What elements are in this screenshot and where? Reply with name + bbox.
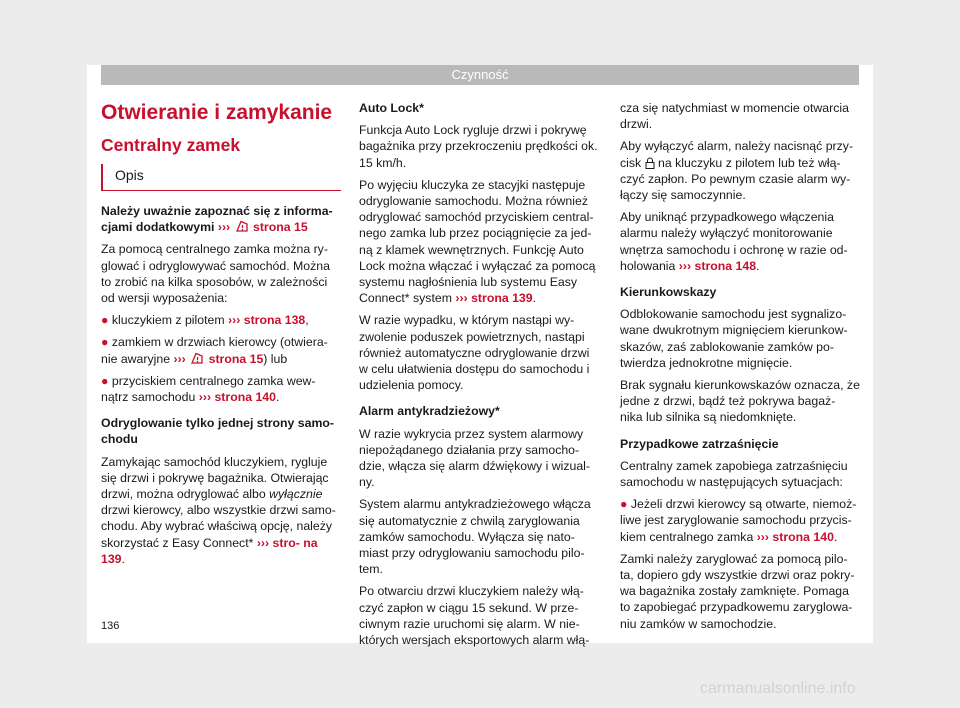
list-item: ● kluczykiem z pilotem ››› strona 138, bbox=[101, 313, 309, 328]
subheading: Auto Lock* bbox=[359, 101, 424, 115]
paragraph: Brak sygnału kierunkowskazów oznacza, że jedne z drzwi, bądź też pokrywa bagaż- nika lub silnika są niedomknięte. bbox=[620, 378, 860, 425]
page-reference-link[interactable]: stro- na 139 bbox=[101, 535, 318, 566]
bullet-icon: ● bbox=[101, 373, 109, 388]
paragraph: Za pomocą centralnego zamka można ry- glować i odryglowywać samochód. Można to zrobić na kilka sposobów, w zależności od wersji wyposażenia: bbox=[101, 242, 330, 306]
paragraph: Po otwarciu drzwi kluczykiem należy włą- czyć zapłon w ciągu 15 sekund. W prze- ciwnym razie uruchomi się alarm. W nie- których wersjach eksportowych alarm włą- bbox=[359, 584, 590, 648]
ref-arrows: ››› bbox=[256, 535, 270, 550]
paragraph: Odblokowanie samochodu jest sygnalizo- wane dwukrotnym mignięciem kierunkow- skazów, zaś zablokowanie zamków po- twierdza jednokrotne mignięcie. bbox=[620, 307, 848, 370]
bullet-icon: ● bbox=[620, 497, 628, 512]
paragraph: Aby uniknąć przypadkowego włączenia alarmu należy wyłączyć monitorowanie wnętrza samochodu i ochronę w razie od- holowania ››› strona 148. bbox=[620, 210, 848, 273]
chapter-title: Otwieranie i zamykanie bbox=[101, 101, 333, 124]
ref-arrows: ››› bbox=[217, 220, 231, 235]
bullet-icon: ● bbox=[101, 335, 109, 350]
page-reference-link[interactable]: strona 148 bbox=[694, 258, 757, 273]
lock-icon bbox=[645, 157, 655, 169]
page-number: 136 bbox=[101, 620, 120, 632]
subheading: Odryglowanie tylko jednej strony samo- chodu bbox=[101, 416, 335, 447]
page-reference-link[interactable]: strona 138 bbox=[243, 313, 306, 328]
ref-arrows: ››› bbox=[455, 291, 468, 306]
list-item: ● zamkiem w drzwiach kierowcy (otwiera- nie awaryjne ››› strona 15) lub bbox=[101, 335, 328, 366]
page-reference-link[interactable]: strona 15 bbox=[253, 220, 308, 235]
paragraph: W razie wypadku, w którym nastąpi wy- zwolenie poduszek powietrznych, nastąpi również automatyczne odryglowanie drzwi w celu ułatwienia dostępu do samochodu i udzielenia pomocy. bbox=[359, 313, 590, 393]
section-header: Czynność bbox=[101, 65, 859, 85]
list-item: ● Jeżeli drzwi kierowcy są otwarte, niemoż- liwe jest zaryglowanie samochodu przycis- kiem centralnego zamka ››› strona 140. bbox=[620, 497, 857, 544]
page-reference-link[interactable]: strona 140 bbox=[214, 390, 276, 405]
paragraph: Zamki należy zaryglować za pomocą pilo- ta, dopiero gdy wszystkie drzwi oraz pokry- wa bagażnika zostały zamknięte. Pomaga to zapobiegać przypadkowemu zaryglowa- niu zamków w samochodzie. bbox=[620, 551, 855, 631]
watermark: carmanualsonline.info bbox=[700, 680, 856, 697]
subheading: Kierunkowskazy bbox=[620, 285, 717, 300]
subheading: Alarm antykradzieżowy* bbox=[359, 404, 500, 419]
paragraph: Zamykając samochód kluczykiem, rygluje się drzwi i pokrywę bagażnika. Otwierając drzwi, można odryglować albo wyłącznie drzwi kierowcy, albo wszystkie drzwi samo- chodu. Aby wybrać właściwą opcję, należy skorzystać z Easy Connect* ››› stro- na 139. bbox=[101, 454, 336, 566]
ref-arrows: ››› bbox=[756, 529, 769, 544]
subsection-title: Opis bbox=[101, 164, 341, 191]
page-reference-link[interactable]: strona 139 bbox=[471, 291, 533, 306]
paragraph: Aby wyłączyć alarm, należy nacisnąć przy- cisk na kluczyku z pilotem lub też włą- czyć zapłon. Po pewnym czasie alarm wy- łączy się samoczynnie. bbox=[620, 139, 854, 203]
paragraph: Centralny zamek zapobiega zatrzaśnięciu samochodu w następujących sytuacjach: bbox=[620, 458, 848, 490]
paragraph: W razie wykrycia przez system alarmowy niepożądanego działania przy samocho- dzie, włącza się alarm dźwiękowy i wizual- ny. bbox=[359, 426, 590, 490]
column-2 bbox=[359, 100, 601, 654]
page-reference-link[interactable]: strona 140 bbox=[772, 529, 834, 544]
paragraph: System alarmu antykradzieżowego włącza się automatycznie z chwilą zaryglowania zamków samochodu. Wyłącza się nato- miast przy odryglowaniu samochodu pilo- tem. bbox=[359, 497, 591, 577]
warning-icon bbox=[189, 352, 205, 365]
paragraph: Po wyjęciu kluczyka ze stacyjki następuje odryglowanie samochodu. Można również odryglować samochód przyciskiem central- nego zamka lub przez pociągnięcie za jed- ną z klamek wewnętrznych. Funkcję Auto Lock można włączać i wyłączać za pomocą systemu nagłośnienia lub systemu Easy Connect* system ››› strona 139. bbox=[359, 177, 596, 306]
column-1 bbox=[101, 100, 341, 573]
ref-arrows: ››› bbox=[173, 351, 186, 366]
column-3 bbox=[620, 100, 860, 638]
subheading: Przypadkowe zatrzaśnięcie bbox=[620, 436, 779, 451]
page-reference-link[interactable]: strona 15 bbox=[208, 351, 264, 366]
paragraph: Funkcja Auto Lock rygluje drzwi i pokrywę bagażnika przy przekroczeniu prędkości ok. 15 km/h. bbox=[359, 123, 598, 170]
section-title: Centralny zamek bbox=[101, 135, 241, 155]
bullet-icon: ● bbox=[101, 313, 109, 328]
warning-note: Należy uważnie zapoznać się z informa- cjami dodatkowymi ››› strona 15 bbox=[101, 204, 333, 235]
warning-icon bbox=[234, 220, 250, 233]
list-item: ● przyciskiem centralnego zamka wew- nątrz samochodu ››› strona 140. bbox=[101, 373, 316, 405]
paragraph: cza się natychmiast w momencie otwarcia drzwi. bbox=[620, 101, 849, 132]
ref-arrows: ››› bbox=[198, 390, 212, 405]
ref-arrows: ››› bbox=[678, 258, 692, 273]
ref-arrows: ››› bbox=[228, 313, 241, 328]
